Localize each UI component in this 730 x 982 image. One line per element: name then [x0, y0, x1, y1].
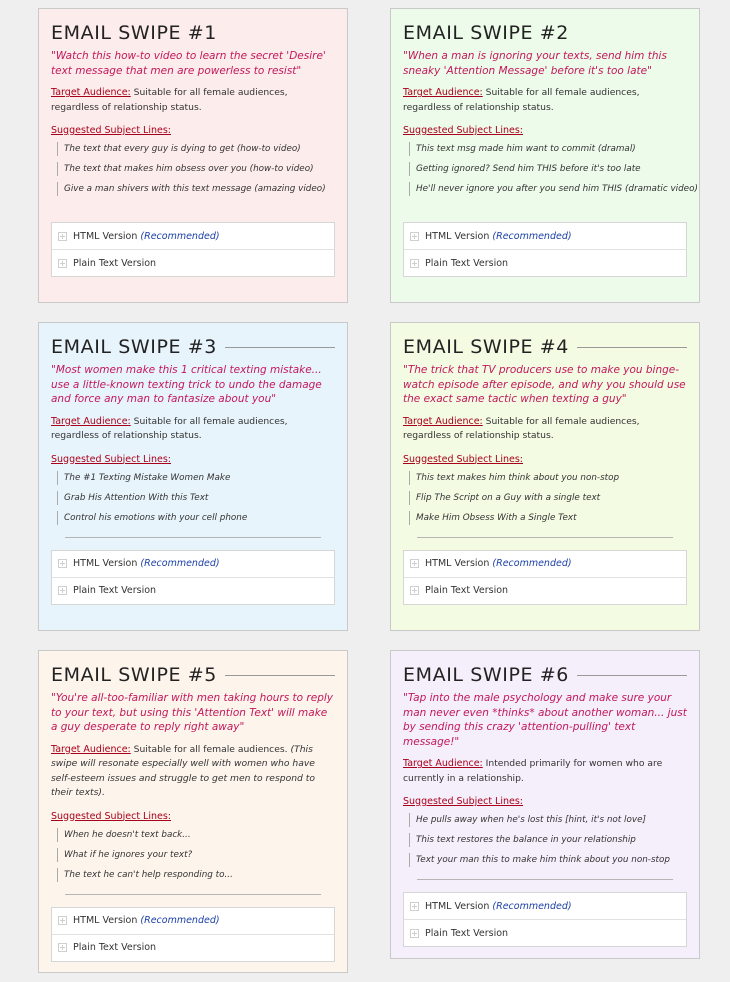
subject-lines-label: Suggested Subject Lines:: [51, 810, 172, 822]
subject-line: This text restores the balance in your relationship: [409, 833, 687, 847]
html-version-toggle[interactable]: [52, 223, 334, 249]
html-version-label: HTML Version: [425, 900, 490, 912]
subject-line: He pulls away when he's lost this [hint, it's not love]: [409, 813, 687, 827]
plain-text-version-toggle[interactable]: [404, 919, 686, 946]
swipe-tagline: "Most women make this 1 critical texting mistake... use a little-known texting trick to undo the damage and force any man to fantasize about you": [51, 364, 322, 405]
subject-line: What if he ignores your text?: [57, 848, 335, 862]
swipe-tagline: "When a man is ignoring your texts, send him this sneaky 'Attention Message' before it's too late": [403, 50, 667, 77]
title-rule: [225, 347, 335, 348]
expand-plus-icon: [410, 929, 419, 938]
recommended-label: (Recommended): [140, 558, 220, 569]
subject-line: Control his emotions with your cell phone: [57, 511, 335, 525]
plain-text-version-label: Plain Text Version: [425, 585, 509, 596]
swipe-card-5: [38, 650, 348, 973]
subject-line: Text your man this to make him think about you non-stop: [409, 853, 687, 867]
swipe-card-3: [38, 322, 348, 631]
subject-lines-label: Suggested Subject Lines:: [403, 453, 524, 465]
target-audience: [51, 86, 335, 115]
recommended-label: (Recommended): [140, 915, 220, 926]
expand-plus-icon: [58, 916, 67, 925]
version-accordion: [51, 907, 335, 962]
target-audience-text: Suitable for all female audiences.: [133, 743, 288, 755]
swipe-card-6: [390, 650, 700, 959]
plain-text-version-toggle[interactable]: [52, 249, 334, 276]
section-divider: [417, 537, 673, 538]
expand-plus-icon: [58, 943, 67, 952]
subject-lines-label: Suggested Subject Lines:: [403, 796, 524, 807]
recommended-label: (Recommended): [492, 230, 572, 242]
expand-plus-icon: [410, 902, 419, 911]
version-accordion: [403, 550, 687, 605]
title-rule: [577, 675, 687, 676]
target-audience-label: Target Audience:: [403, 87, 483, 98]
expand-plus-icon: [410, 232, 419, 241]
plain-text-version-label: Plain Text Version: [425, 257, 509, 269]
swipe-tagline: "You're all-too-familiar with men taking hours to reply to your text, but using this 'Attention Text' will make a guy desperate to reply right away": [51, 692, 333, 733]
plain-text-version-label: Plain Text Version: [73, 942, 157, 953]
target-audience-text: Intended primarily for women who are currently in a relationship.: [403, 758, 663, 784]
html-version-label: HTML Version: [425, 230, 490, 242]
subject-line: Make Him Obsess With a Single Text: [409, 511, 687, 525]
swipe-title: EMAIL SWIPE #4: [403, 336, 569, 358]
subject-line: Grab His Attention With this Text: [57, 491, 335, 505]
html-version-label: HTML Version: [73, 915, 138, 926]
target-audience-label: Target Audience:: [51, 415, 131, 427]
target-audience-label: Target Audience:: [51, 87, 131, 98]
subject-lines-list: [409, 471, 687, 525]
version-accordion: [403, 222, 687, 277]
html-version-toggle[interactable]: [52, 551, 334, 577]
html-version-toggle[interactable]: [404, 223, 686, 249]
plain-text-version-toggle[interactable]: [52, 577, 334, 604]
recommended-label: (Recommended): [492, 558, 572, 569]
subject-lines-list: [57, 142, 335, 196]
recommended-label: (Recommended): [492, 900, 572, 912]
target-audience: [403, 415, 687, 444]
plain-text-version-toggle[interactable]: [404, 577, 686, 604]
target-audience-label: Target Audience:: [403, 415, 483, 427]
expand-plus-icon: [58, 559, 67, 568]
subject-line: The text that every guy is dying to get (how-to video): [57, 142, 335, 156]
subject-lines-list: [57, 828, 335, 882]
swipe-tagline: "Tap into the male psychology and make sure your man never even *thinks* about another woman... just by sending this crazy 'attention-pulling' text message!": [403, 692, 687, 748]
swipe-title: EMAIL SWIPE #1: [51, 22, 217, 44]
subject-lines-label: Suggested Subject Lines:: [403, 125, 524, 136]
target-audience: [403, 757, 687, 786]
target-audience-label: Target Audience:: [51, 743, 131, 755]
html-version-toggle[interactable]: [52, 908, 334, 934]
target-audience: [403, 86, 687, 115]
swipe-card-1: [38, 8, 348, 303]
html-version-label: HTML Version: [73, 230, 138, 242]
version-accordion: [403, 892, 687, 947]
version-accordion: [51, 222, 335, 277]
title-rule: [577, 347, 687, 348]
target-audience-text: Suitable for all female audiences, regardless of relationship status.: [403, 87, 640, 113]
subject-lines-list: [409, 142, 698, 196]
expand-plus-icon: [410, 559, 419, 568]
html-version-label: HTML Version: [73, 558, 138, 569]
expand-plus-icon: [58, 232, 67, 241]
subject-line: The #1 Texting Mistake Women Make: [57, 471, 335, 485]
section-divider: [65, 894, 321, 895]
target-audience-label: Target Audience:: [403, 758, 483, 769]
swipe-title: EMAIL SWIPE #5: [51, 664, 217, 686]
target-audience-note: (This swipe will resonate especially well with women who have self-esteem issues and struggle to get men to respond to their texts).: [51, 743, 315, 798]
subject-line: This text msg made him want to commit (dramal): [409, 142, 687, 156]
target-audience-text: Suitable for all female audiences, regardless of relationship status.: [403, 415, 640, 441]
subject-line: Getting ignored? Send him THIS before it's too late: [409, 162, 687, 176]
swipe-card-2: [390, 8, 700, 303]
subject-line: When he doesn't text back...: [57, 828, 335, 842]
subject-line: Give a man shivers with this text message (amazing video): [57, 182, 335, 196]
target-audience: [51, 743, 335, 801]
subject-line: The text that makes him obsess over you (how-to video): [57, 162, 335, 176]
version-accordion: [51, 550, 335, 605]
subject-line: Flip The Script on a Guy with a single text: [409, 491, 687, 505]
subject-line: This text makes him think about you non-stop: [409, 471, 687, 485]
subject-lines-label: Suggested Subject Lines:: [51, 453, 172, 465]
plain-text-version-label: Plain Text Version: [425, 927, 509, 939]
target-audience-text: Suitable for all female audiences, regardless of relationship status.: [51, 87, 288, 113]
plain-text-version-toggle[interactable]: [52, 934, 334, 961]
subject-line: The text he can't help responding to...: [57, 868, 335, 882]
swipe-tagline: "The trick that TV producers use to make you binge-watch episode after episode, and why you should use the exact same tactic when texting a guy": [403, 364, 686, 405]
subject-lines-list: [57, 471, 335, 525]
subject-lines-list: [409, 813, 687, 867]
target-audience-text: Suitable for all female audiences, regardless of relationship status.: [51, 415, 288, 441]
plain-text-version-toggle[interactable]: [404, 249, 686, 276]
plain-text-version-label: Plain Text Version: [73, 585, 157, 596]
target-audience: [51, 415, 335, 444]
plain-text-version-label: Plain Text Version: [73, 257, 157, 269]
swipe-title: EMAIL SWIPE #3: [51, 336, 217, 358]
html-version-label: HTML Version: [425, 558, 490, 569]
swipe-title: EMAIL SWIPE #6: [403, 664, 569, 686]
swipe-title: EMAIL SWIPE #2: [403, 22, 569, 44]
title-rule: [225, 675, 335, 676]
expand-plus-icon: [410, 259, 419, 268]
expand-plus-icon: [58, 586, 67, 595]
expand-plus-icon: [58, 259, 67, 268]
html-version-toggle[interactable]: [404, 551, 686, 577]
expand-plus-icon: [410, 586, 419, 595]
html-version-toggle[interactable]: [404, 893, 686, 919]
swipe-card-4: [390, 322, 700, 631]
section-divider: [65, 537, 321, 538]
subject-line: He'll never ignore you after you send him THIS (dramatic video): [409, 182, 687, 196]
section-divider: [417, 879, 673, 880]
swipe-tagline: "Watch this how-to video to learn the secret 'Desire' text message that men are powerless to resist": [51, 50, 326, 77]
recommended-label: (Recommended): [140, 230, 220, 242]
subject-lines-label: Suggested Subject Lines:: [51, 125, 172, 136]
